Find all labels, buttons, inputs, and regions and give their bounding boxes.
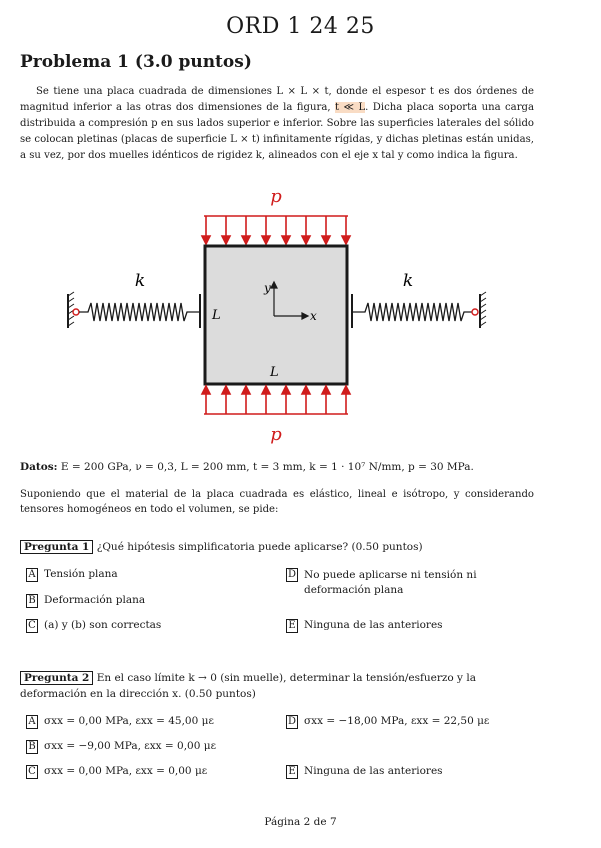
q1-option-d-text: No puede aplicarse ni tensión ni deformación plana: [304, 569, 477, 596]
q2-option-e[interactable]: [286, 765, 443, 779]
q2-option-e-text: Ninguna de las anteriores: [304, 765, 443, 777]
q1-option-a-text: Tensión plana: [44, 568, 118, 580]
data-values: E = 200 GPa, ν = 0,3, L = 200 mm, t = 3 mm, k = 1 · 10⁷ N/mm, p = 30 MPa.: [60, 461, 474, 473]
data-label: Datos:: [20, 461, 58, 473]
axis-y-label: y: [264, 281, 271, 295]
question-2-text: En el caso límite k → 0 (sin muelle), determinar la tensión/esfuerzo y la deformación en la dirección x. (0.50 puntos): [20, 672, 476, 700]
question-1-text: ¿Qué hipótesis simplificatoria puede aplicarse? (0.50 puntos): [96, 541, 423, 553]
q2-option-b-text: σxx = −9,00 MPa, εxx = 0,00 με: [44, 740, 217, 752]
q2-option-b[interactable]: [26, 740, 216, 754]
top-load-label: p: [270, 186, 282, 207]
header-title: ORD 1 24 25: [226, 14, 375, 39]
q2-option-a-letter: A: [26, 715, 38, 729]
q1-option-c-letter: C: [26, 619, 38, 633]
q2-option-d-text: σxx = −18,00 MPa, εxx = 22,50 με: [304, 715, 490, 727]
page-footer: Página 2 de 7: [264, 816, 337, 828]
q1-option-e[interactable]: [286, 619, 443, 633]
left-spring-stiffness-label: k: [134, 271, 146, 291]
q2-option-b-letter: B: [26, 740, 38, 754]
square-plate: [205, 246, 347, 384]
q2-option-d[interactable]: [286, 715, 489, 729]
q1-option-a[interactable]: [26, 568, 118, 582]
axis-x-label: x: [310, 309, 317, 323]
data-line: [20, 461, 580, 473]
problem-statement: [20, 84, 534, 164]
bottom-load-label: p: [270, 424, 282, 445]
q2-option-c-text: σxx = 0,00 MPa, εxx = 0,00 με: [44, 765, 208, 777]
statement-highlight: t ≪ L: [334, 102, 366, 113]
q1-option-b-text: Deformación plana: [44, 594, 146, 606]
q1-option-c[interactable]: [26, 619, 161, 633]
statement-part-2: . Dicha placa soporta una carga distribuida a compresión p en sus lados superior e inferior. Sobre las superficies laterales del sólido se colocan pletinas (placas de superficie L × t) infinitamente rígidas, y dichas pletinas están unidas, a su vez, por dos muelles idénticos de rigidez k, alineados con el eje x tal y como indica la figura.: [20, 102, 535, 161]
question-1-label: Pregunta 1: [20, 540, 93, 554]
right-spring: [352, 292, 486, 328]
side-length-label: L: [212, 308, 221, 323]
q2-option-e-letter: E: [286, 765, 298, 779]
q1-option-b[interactable]: [26, 594, 145, 608]
q2-option-c[interactable]: [26, 765, 207, 779]
statement-part-1: Se tiene una placa cuadrada de dimensiones L × L × t, donde el espesor t es dos órdenes de magnitud inferior a las otras dos dimensiones de la figura,: [20, 86, 534, 113]
right-spring-stiffness-label: k: [402, 271, 414, 291]
q1-option-e-letter: E: [286, 619, 298, 633]
intro-text: Suponiendo que el material de la placa cuadrada es elástico, lineal e isótropo, y considerando tensores homogéneos en todo el volumen, se pide:: [20, 489, 534, 515]
q2-option-d-letter: D: [287, 716, 297, 727]
bottom-length-label: L: [270, 365, 279, 380]
question-2-label: Pregunta 2: [20, 671, 93, 685]
q1-option-a-letter: A: [26, 568, 38, 582]
question-1: [20, 539, 534, 555]
problem-heading: Problema 1 (3.0 puntos): [20, 52, 252, 72]
top-load-arrows: [202, 216, 350, 244]
q1-option-b-letter: B: [26, 594, 38, 608]
q1-option-c-text: (a) y (b) son correctas: [44, 619, 162, 631]
plate-figure: [60, 182, 500, 452]
question-2: [20, 670, 534, 702]
q2-option-c-letter: C: [26, 765, 38, 779]
left-spring: [68, 292, 200, 328]
q1-option-d[interactable]: [286, 568, 536, 598]
q2-option-a[interactable]: [26, 715, 214, 729]
q1-option-e-text: Ninguna de las anteriores: [304, 619, 443, 631]
q1-option-d-letter: D: [287, 569, 297, 580]
bottom-load-arrows: [202, 386, 350, 414]
q2-option-a-text: σxx = 0,00 MPa, εxx = 45,00 με: [44, 715, 214, 727]
